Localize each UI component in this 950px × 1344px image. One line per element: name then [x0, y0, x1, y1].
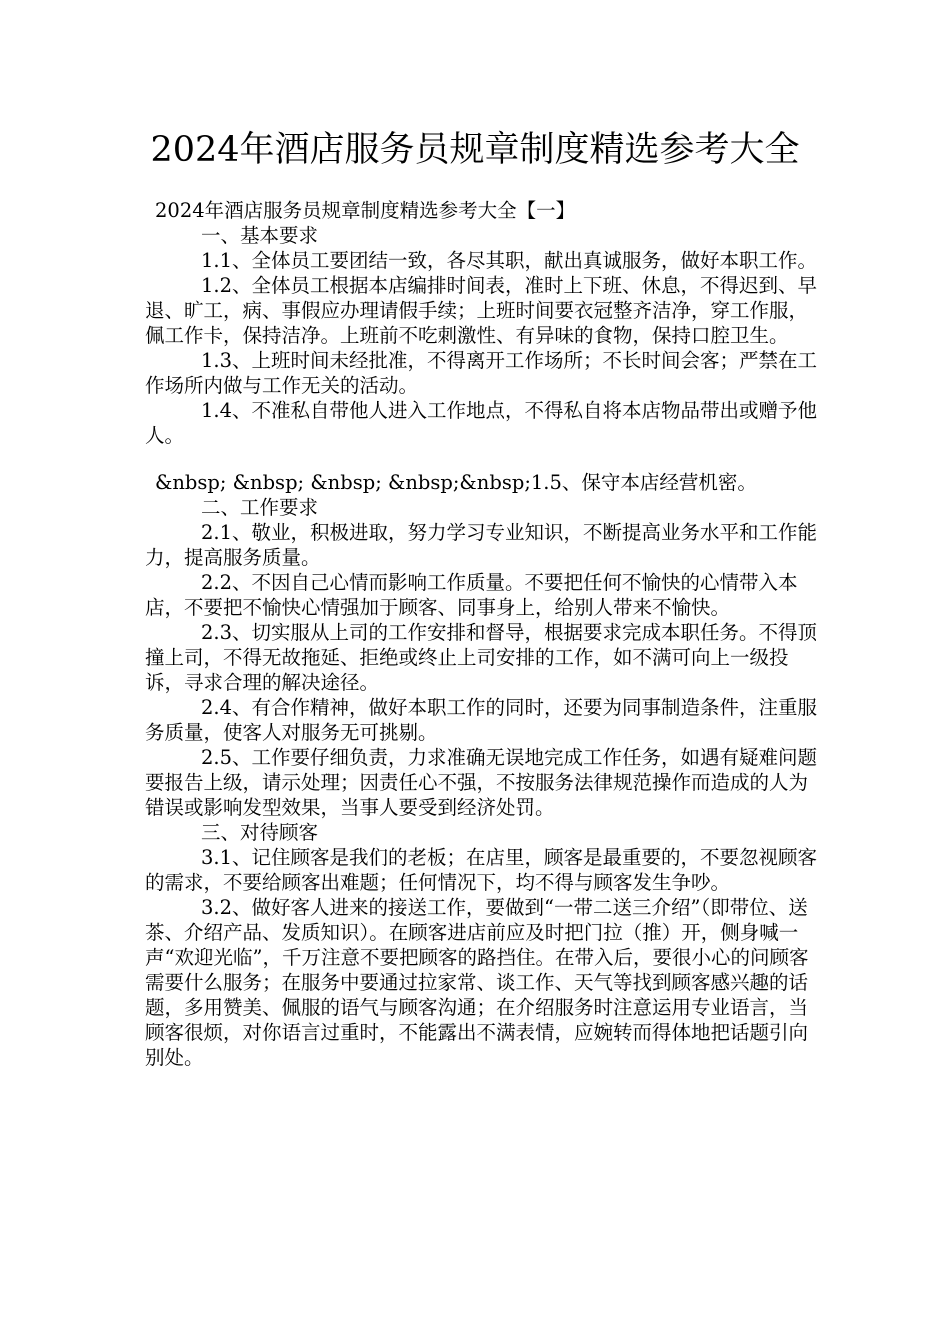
section-heading: 一、基本要求: [201, 224, 319, 247]
paragraph: 2.1、敬业，积极进取，努力学习专业知识，不断提高业务水平和工作能力，提高服务质量。: [145, 521, 818, 569]
paragraph: 2.5、工作要仔细负责，力求准确无误地完成工作任务，如遇有疑难问题要报告上级，请示处理；因责任心不强，不按服务法律规范操作而造成的人为错误或影响发型效果，当事人要受到经济处罚。: [145, 746, 818, 819]
paragraph: 1.3、上班时间未经批准，不得离开工作场所；不长时间会客；严禁在工作场所内做与工作无关的活动。: [145, 349, 818, 397]
paragraph: 2.4、有合作精神，做好本职工作的同时，还要为同事制造条件，注重服务质量，使客人对服务无可挑剔。: [145, 696, 818, 744]
paragraph: 3.2、做好客人进来的接送工作，要做到“一带二送三介绍”（即带位、送茶、介绍产品、发质知识）。在顾客进店前应及时把门拉（推）开，侧身喊一声“欢迎光临”，千万注意不要把顾客的路挡住。在带入后，要很小心的问顾客需要什么服务；在服务中要通过拉家常、谈工作、天气等找到顾客感兴趣的话题，多用赞美、佩服的语气与顾客沟通；在介绍服务时注意运用专业语言，当顾客很烦，对你语言过重时，不能露出不满表情，应婉转而得体地把话题引向别处。: [145, 896, 809, 1069]
paragraph: 1.4、不准私自带他人进入工作地点，不得私自将本店物品带出或赠予他人。: [145, 399, 818, 447]
paragraph: 2.2、不因自己心情而影响工作质量。不要把任何不愉快的心情带入本店，不要把不愉快心情强加于顾客、同事身上，给别人带来不愉快。: [145, 571, 798, 619]
document-subtitle: 2024年酒店服务员规章制度精选参考大全【一】: [155, 199, 576, 222]
paragraph: 1.1、全体员工要团结一致，各尽其职，献出真诚服务，做好本职工作。: [201, 249, 818, 272]
document-title: 2024年酒店服务员规章制度精选参考大全: [150, 130, 800, 170]
paragraph: 3.1、记住顾客是我们的老板；在店里，顾客是最重要的，不要忽视顾客的需求，不要给顾客出难题；任何情况下，均不得与顾客发生争吵。: [145, 846, 818, 894]
section-heading: 二、工作要求: [201, 496, 319, 519]
paragraph: 2.3、切实服从上司的工作安排和督导，根据要求完成本职任务。不得顶撞上司，不得无故拖延、拒绝或终止上司安排的工作，如不满可向上一级投诉，寻求合理的解决途径。: [145, 621, 818, 694]
blank-line: [145, 448, 821, 470]
section-heading: 三、对待顾客: [201, 821, 319, 844]
paragraph: &nbsp; &nbsp; &nbsp; &nbsp;&nbsp;1.5、保守本店经营机密。: [155, 471, 757, 494]
paragraph: 1.2、全体员工根据本店编排时间表，准时上下班、休息，不得迟到、早退、旷工，病、事假应办理请假手续；上班时间要衣冠整齐洁净，穿工作服，佩工作卡，保持洁净。上班前不吃刺激性、有异味的食物，保持口腔卫生。: [145, 274, 818, 347]
document-body: [145, 198, 821, 1070]
